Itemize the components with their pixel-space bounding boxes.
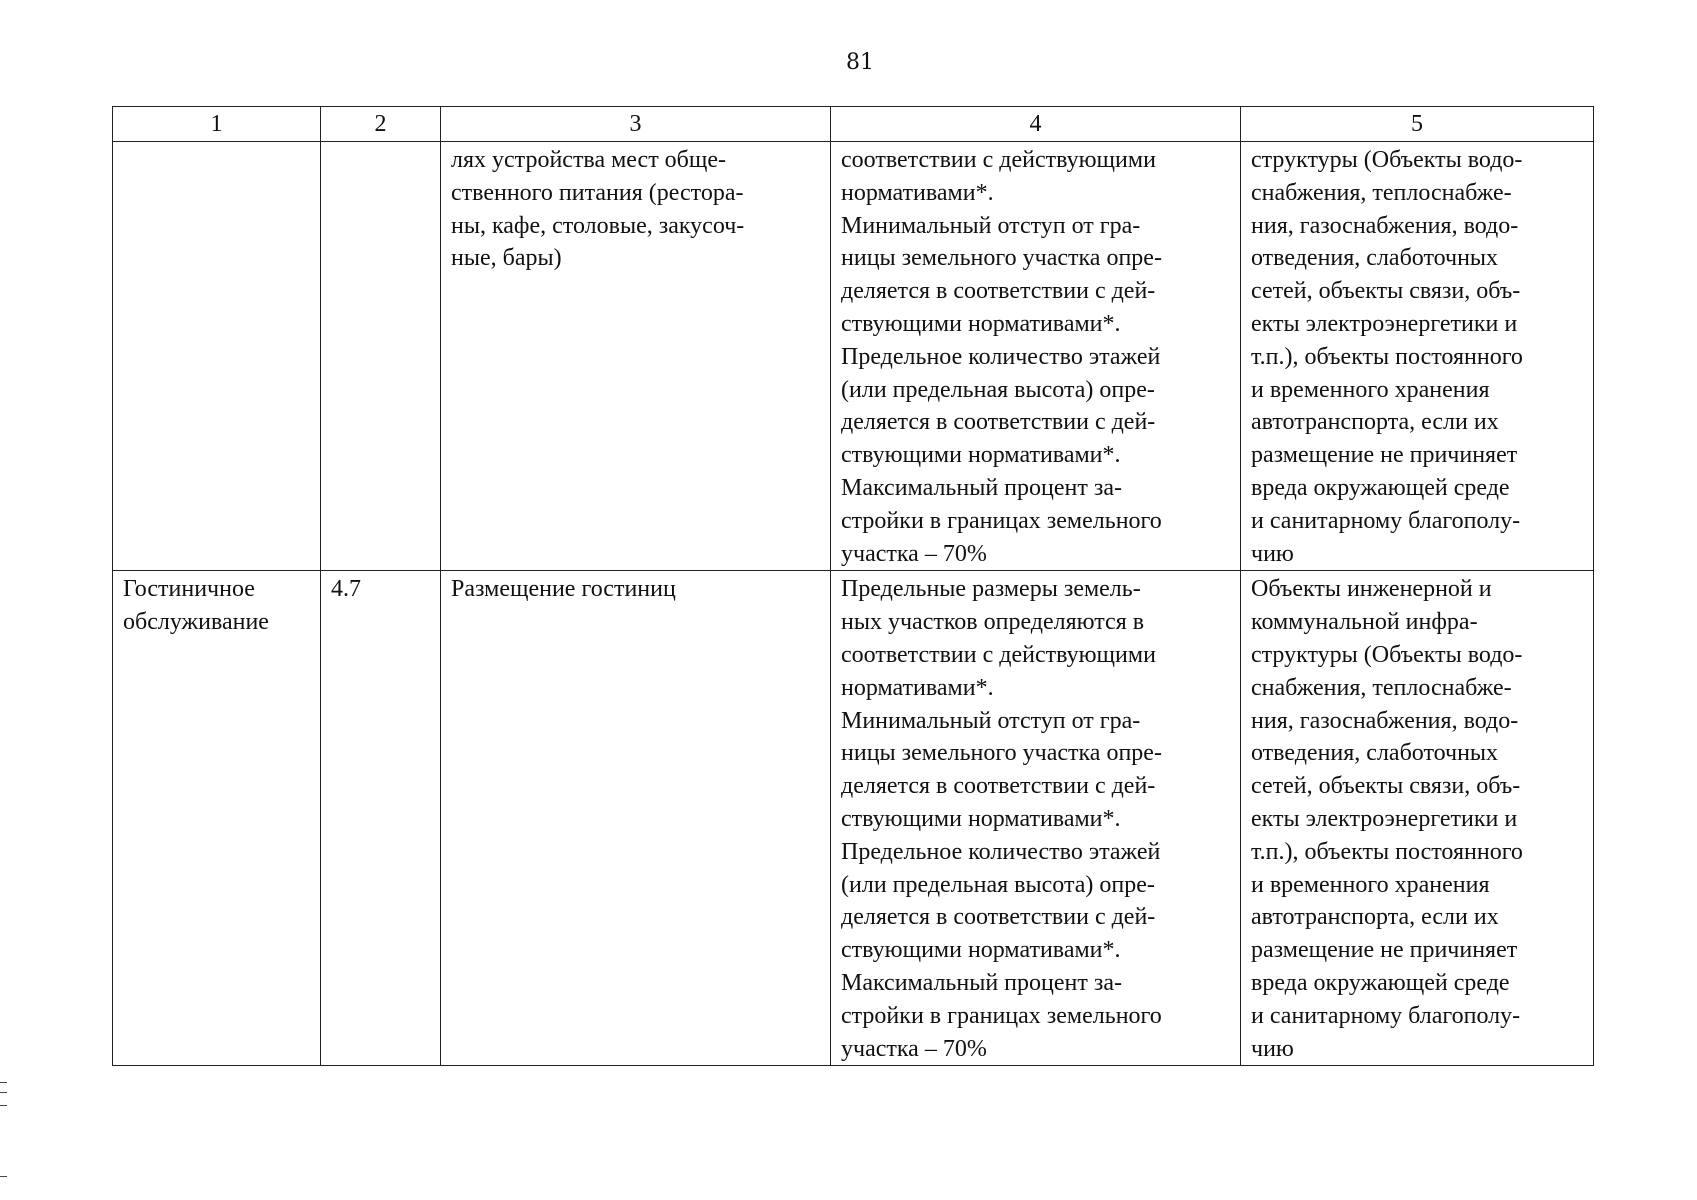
land-use-code-cell <box>321 142 441 571</box>
land-use-description-cell <box>441 571 831 1066</box>
land-use-code-cell <box>321 571 441 1066</box>
column-header-4: 4 <box>831 107 1241 142</box>
table-row <box>113 571 1594 1066</box>
land-use-code: 4.7 <box>331 576 361 603</box>
auxiliary-uses-cell <box>1241 571 1594 1066</box>
land-use-name: Гостиничное обслуживание <box>123 576 269 636</box>
column-header-1: 1 <box>113 107 321 142</box>
header-row <box>113 107 1594 142</box>
table-header <box>113 107 1594 142</box>
land-use-description: лях устройства мест обще- ственного питания (рестора- ны, кафе, столовые, закусоч- ные, бары) <box>451 147 745 272</box>
table-row <box>113 142 1594 571</box>
land-use-name-cell <box>113 571 321 1066</box>
column-header-5: 5 <box>1241 107 1594 142</box>
parameters-text: соответствии с действующими нормативами*. Минимальный отступ от гра- ницы земельного участка опре- деляется в соответствии с дей- ствующими нормативами*. Предельное количество этажей (или предельная высота) опре- деляется в соответствии с дей- ствующими нормативами*. Максимальный процент за- стройки в границах земельного участка – 70% <box>841 147 1162 567</box>
auxiliary-uses-text: Объекты инженерной и коммунальной инфра- структуры (Объекты водо- снабжения, теплоснабже- ния, газоснабжения, водо- отведения, слаботочных сетей, объекты связи, объ- екты электроэнергетики и т.п.), объекты постоянного и временного хранения автотранспорта, если их размещение не причиняет вреда окружающей среде и санитарному благополу- чию <box>1251 576 1523 1062</box>
margin-scan-mark <box>0 1176 7 1177</box>
parameters-cell <box>831 142 1241 571</box>
auxiliary-uses-text: структуры (Объекты водо- снабжения, теплоснабже- ния, газоснабжения, водо- отведения, слаботочных сетей, объекты связи, объ- екты электроэнергетики и т.п.), объекты постоянного и временного хранения автотранспорта, если их размещение не причиняет вреда окружающей среде и санитарному благополу- чию <box>1251 147 1523 567</box>
land-use-table <box>112 106 1594 1066</box>
table-body <box>113 142 1594 1066</box>
column-header-3: 3 <box>441 107 831 142</box>
parameters-text: Предельные размеры земель- ных участков определяются в соответствии с действующими нормативами*. Минимальный отступ от гра- ницы земельного участка опре- деляется в соответствии с дей- ствующими нормативами*. Предельное количество этажей (или предельная высота) опре- деляется в соответствии с дей- ствующими нормативами*. Максимальный процент за- стройки в границах земельного участка – 70% <box>841 576 1162 1062</box>
land-use-name-cell <box>113 142 321 571</box>
margin-scan-mark <box>0 1082 7 1106</box>
column-header-2: 2 <box>321 107 441 142</box>
page-number: 81 <box>846 50 874 75</box>
land-use-description-cell <box>441 142 831 571</box>
parameters-cell <box>831 571 1241 1066</box>
auxiliary-uses-cell <box>1241 142 1594 571</box>
land-use-description: Размещение гостиниц <box>451 576 676 603</box>
